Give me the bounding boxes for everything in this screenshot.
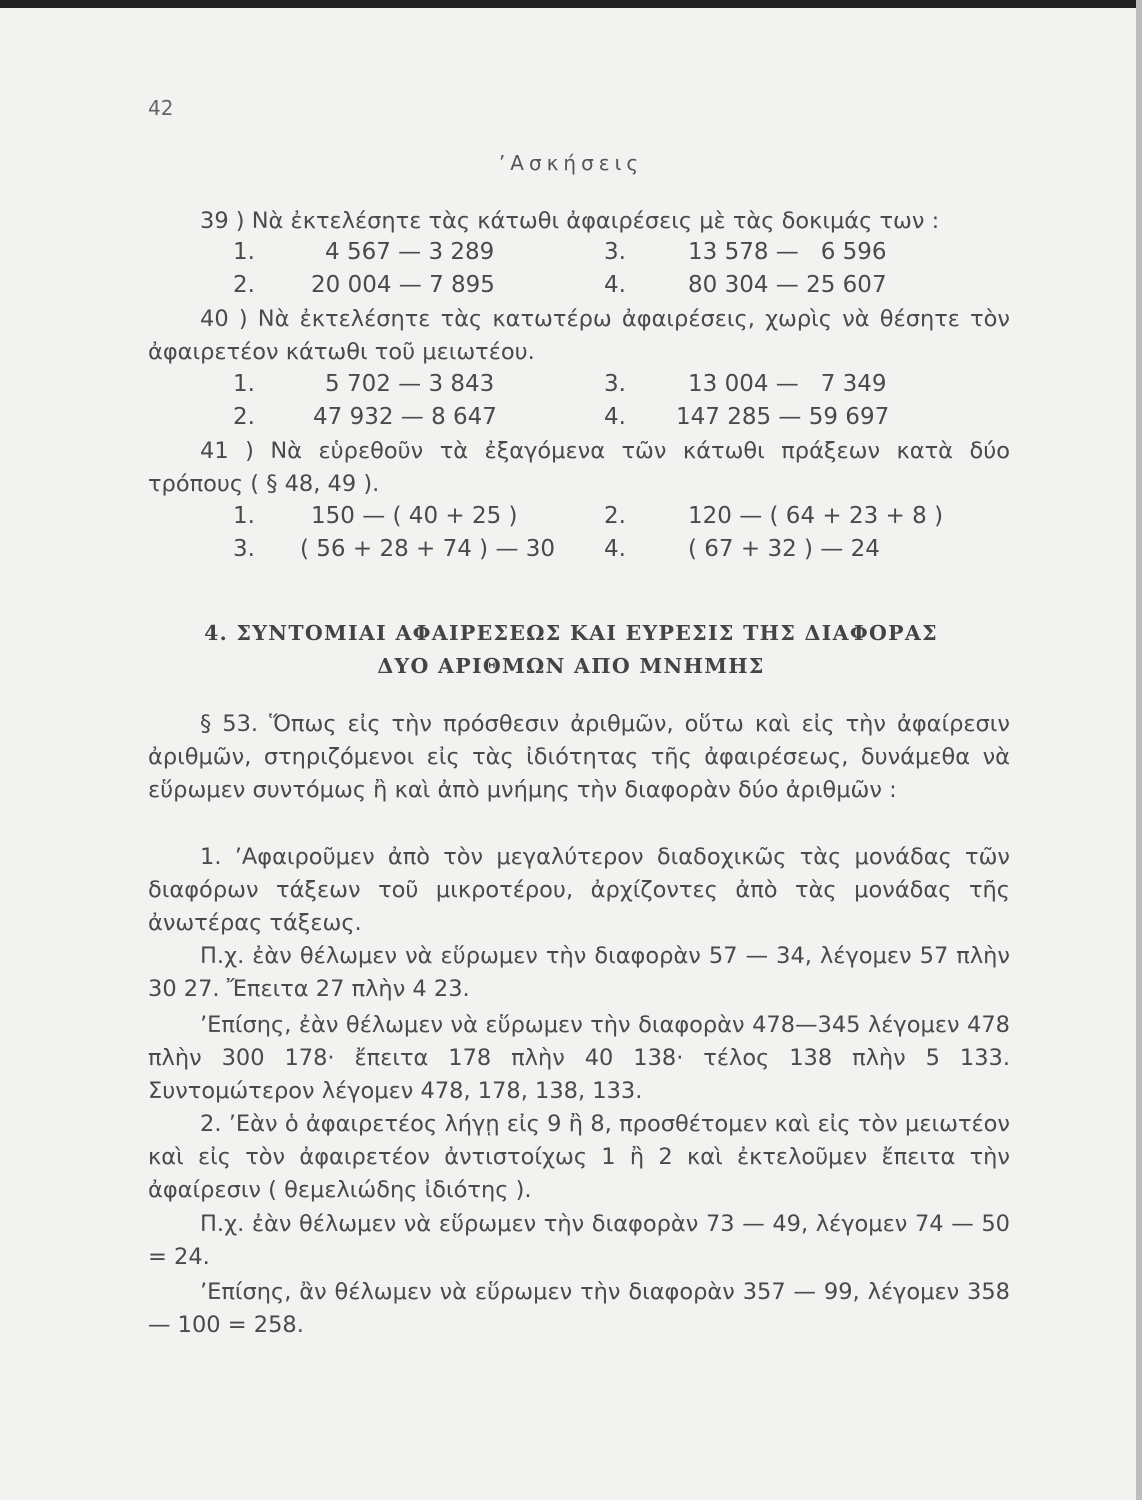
exercise-39-intro: 39 ) Νὰ ἐκτελέσητε τὰς κάτωθι ἀφαιρέσεις μὲ τὰς δοκιμάς των :: [200, 208, 940, 234]
example-2: ’Επίσης, ἐὰν θέλωμεν νὰ εὕρωμεν τὴν διαφορὰν 478—345 λέγομεν 478 πλὴν 300 178· ἔπειτα 178 πλὴν 40 138· τέλος 138 πλὴν 5 133. Συντομώτερον λέγομεν 478, 178, 138, 133.: [148, 1012, 1010, 1104]
paragraph-53: § 53. Ὅπως εἰς τὴν πρόσθεσιν ἀριθμῶν, οὕτω καὶ εἰς τὴν ἀφαίρεσιν ἀριθμῶν, στηριζόμενοι εἰς τὰς ἰδιότητας τῆς ἀφαιρέσεως, δυνάμεθα νὰ εὕρωμεν συντόμως ἢ καὶ ἀπὸ μνήμης τὴν διαφορὰν δύο ἀριθμῶν :: [148, 711, 1010, 803]
section-heading-line-1: 4. ΣΥΝΤΟΜΙΑΙ ΑΦΑΙΡΕΣΕΩΣ ΚΑΙ ΕΥΡΕΣΙΣ ΤΗΣ ΔΙΑΦΟΡΑΣ: [204, 621, 938, 645]
exercise-39-item-number: 1.: [233, 239, 255, 265]
scan-top-edge: [0, 0, 1142, 8]
exercise-39-item-number: 3.: [604, 239, 626, 265]
exercise-40-item-expression: 13 004 — 7 349: [688, 371, 887, 397]
example-3: Π.χ. ἐὰν θέλωμεν νὰ εὕρωμεν τὴν διαφορὰν 73 — 49, λέγομεν 74 — 50 = 24.: [148, 1211, 1010, 1270]
exercise-39-item-expression: 20 004 — 7 895: [311, 272, 495, 298]
exercise-40-intro: 40 ) Νὰ ἐκτελέσητε τὰς κατωτέρω ἀφαιρέσεις, χωρὶς νὰ θέσητε τὸν ἀφαιρετέον κάτωθι τοῦ μειωτέου.: [148, 306, 1010, 365]
exercise-41-item-number: 4.: [604, 536, 626, 562]
scan-right-edge: [1136, 0, 1142, 1500]
exercise-40-item-number: 2.: [233, 404, 255, 430]
exercise-40-item-expression: 47 932 — 8 647: [313, 404, 497, 430]
section-heading-line-2: ΔΥΟ ΑΡΙΘΜΩΝ ΑΠΟ ΜΝΗΜΗΣ: [377, 654, 765, 678]
page-number: 42: [148, 96, 174, 120]
rule-1: 1. ’Αφαιροῦμεν ἀπὸ τὸν μεγαλύτερον διαδοχικῶς τὰς μονάδας τῶν διαφόρων τάξεων τοῦ μικροτέρου, ἀρχίζοντες ἀπὸ τὰς μονάδας τῆς ἀνωτέρας τάξεως.: [148, 844, 1010, 936]
exercise-41-item-expression: 120 — ( 64 + 23 + 8 ): [688, 503, 944, 529]
exercise-41-item-expression: ( 56 + 28 + 74 ) — 30: [300, 536, 556, 562]
exercise-40-item-number: 1.: [233, 371, 255, 397]
exercise-41-item-number: 2.: [604, 503, 626, 529]
exercise-39-item-expression: 4 567 — 3 289: [325, 239, 495, 265]
exercise-40-item-expression: 5 702 — 3 843: [325, 371, 495, 397]
exercise-39-item-number: 4.: [604, 272, 626, 298]
exercise-41-item-expression: 150 — ( 40 + 25 ): [311, 503, 518, 529]
rule-2: 2. ’Εὰν ὁ ἀφαιρετέος λήγῃ εἰς 9 ἢ 8, προσθέτομεν καὶ εἰς τὸν μειωτέον καὶ εἰς τὸν ἀφαιρετέον ἀντιστοίχως 1 ἢ 2 καὶ ἐκτελοῦμεν ἔπειτα τὴν ἀφαίρεσιν ( θεμελιώδης ἰδιότης ).: [148, 1111, 1010, 1203]
running-head: ’Ασκήσεις: [498, 151, 644, 175]
exercise-41-intro: 41 ) Νὰ εὑρεθοῦν τὰ ἐξαγόμενα τῶν κάτωθι πράξεων κατὰ δύο τρόπους ( § 48, 49 ).: [148, 438, 1010, 497]
exercise-41-item-expression: ( 67 + 32 ) — 24: [688, 536, 880, 562]
exercise-39-item-expression: 80 304 — 25 607: [688, 272, 887, 298]
exercise-40-item-number: 3.: [604, 371, 626, 397]
exercise-39-item-expression: 13 578 — 6 596: [688, 239, 887, 265]
exercise-39-item-number: 2.: [233, 272, 255, 298]
exercise-41-item-number: 1.: [233, 503, 255, 529]
exercise-41-item-number: 3.: [233, 536, 255, 562]
example-4: ’Επίσης, ἂν θέλωμεν νὰ εὕρωμεν τὴν διαφορὰν 357 — 99, λέγομεν 358 — 100 = 258.: [148, 1279, 1010, 1338]
exercise-40-item-expression: 147 285 — 59 697: [676, 404, 890, 430]
exercise-40-item-number: 4.: [604, 404, 626, 430]
example-1: Π.χ. ἐὰν θέλωμεν νὰ εὕρωμεν τὴν διαφορὰν 57 — 34, λέγομεν 57 πλὴν 30 27. Ἔπειτα 27 πλὴν 4 23.: [148, 943, 1010, 1002]
